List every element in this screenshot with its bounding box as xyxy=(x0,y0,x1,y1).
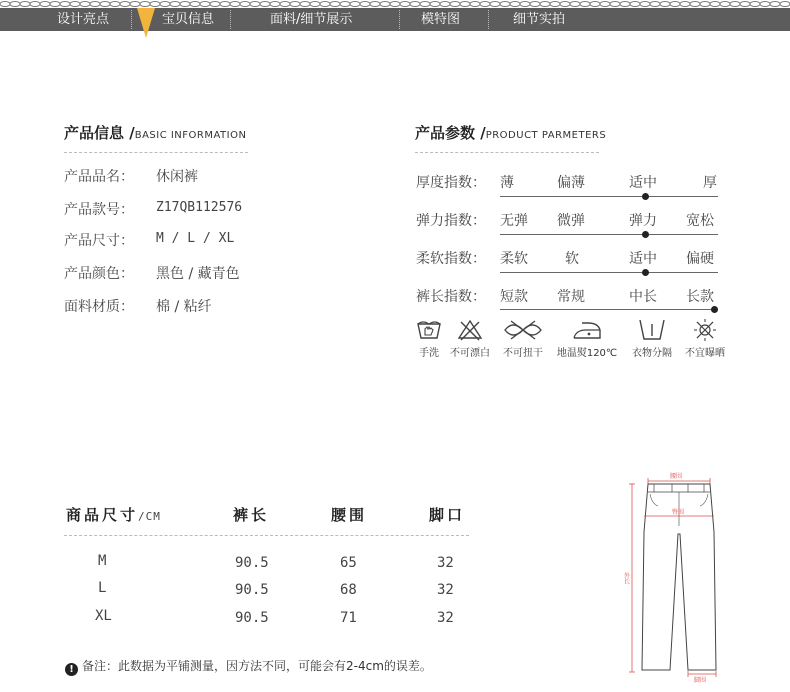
size-header-hem: 脚口 xyxy=(429,506,466,524)
param-indicator-dot xyxy=(642,193,649,200)
size-cell: 65 xyxy=(340,555,357,571)
size-cell: 32 xyxy=(437,610,454,626)
diagram-label-hip: 臀围 xyxy=(672,509,685,516)
param-option: 长款 xyxy=(686,289,714,305)
hand-wash-icon xyxy=(416,318,442,342)
tab-model-photos[interactable]: 模特图 xyxy=(421,12,461,27)
tab-divider xyxy=(399,10,400,29)
param-option: 偏硬 xyxy=(686,251,714,267)
tab-product-info[interactable]: 宝贝信息 xyxy=(162,12,215,27)
size-cell: 71 xyxy=(340,610,357,626)
param-option: 短款 xyxy=(500,289,528,305)
info-value-size: M / L / XL xyxy=(156,231,235,246)
diagram-label-waist: 腰围 xyxy=(670,473,683,480)
chain-border xyxy=(0,0,790,8)
size-table-title xyxy=(66,504,161,525)
tab-divider xyxy=(131,10,132,29)
tab-divider xyxy=(230,10,231,29)
info-value-material: 棉 / 粘纤 xyxy=(156,299,212,315)
tab-fabric-details[interactable]: 面料/细节展示 xyxy=(270,12,353,27)
product-info-title xyxy=(64,122,246,143)
no-bleach-icon xyxy=(457,318,483,342)
care-hand-wash xyxy=(414,318,444,359)
param-option: 偏薄 xyxy=(557,175,585,191)
care-no-sun-dry xyxy=(680,318,730,359)
info-label-style-no: 产品款号： xyxy=(64,202,134,218)
size-header-waist: 腰围 xyxy=(331,506,368,524)
active-tab-arrow xyxy=(137,8,155,38)
size-cell: 90.5 xyxy=(235,610,269,626)
param-option: 宽松 xyxy=(686,213,714,229)
param-option: 软 xyxy=(565,251,579,267)
param-scale-line xyxy=(500,234,718,235)
product-info-title-cn: 产品信息 / xyxy=(64,124,135,142)
care-no-bleach xyxy=(447,318,493,359)
tab-detail-photos[interactable]: 细节实拍 xyxy=(513,12,566,27)
divider xyxy=(64,535,469,536)
product-params-title xyxy=(415,122,606,143)
warning-icon: ! xyxy=(65,663,78,676)
param-option: 弹力 xyxy=(629,213,657,229)
param-scale-line xyxy=(500,272,718,273)
tab-design-highlights[interactable]: 设计亮点 xyxy=(57,12,110,27)
param-option: 薄 xyxy=(500,175,514,191)
param-option: 厚 xyxy=(703,175,717,191)
param-option: 适中 xyxy=(629,175,657,191)
size-cell: 90.5 xyxy=(235,555,269,571)
param-scale-line xyxy=(500,196,718,197)
care-label: 手洗 xyxy=(419,348,439,359)
care-label: 不可漂白 xyxy=(450,348,490,359)
param-option: 适中 xyxy=(629,251,657,267)
care-label: 不宜曝晒 xyxy=(685,348,725,359)
diagram-label-length: 外长 xyxy=(622,572,630,584)
product-params-title-cn: 产品参数 / xyxy=(415,124,486,142)
size-header-length: 裤长 xyxy=(233,506,270,524)
top-nav-bar xyxy=(0,0,790,31)
care-iron-low xyxy=(556,318,618,359)
size-cell: L xyxy=(98,580,107,596)
param-option: 常规 xyxy=(557,289,585,305)
param-label-thickness: 厚度指数： xyxy=(416,175,486,191)
measurement-note xyxy=(65,657,432,676)
no-wring-icon xyxy=(503,318,543,342)
size-table-unit: /CM xyxy=(138,510,161,523)
size-cell: 68 xyxy=(340,582,357,598)
info-label-name: 产品品名： xyxy=(64,169,134,185)
size-cell: 32 xyxy=(437,582,454,598)
tab-divider xyxy=(488,10,489,29)
info-value-style-no: Z17QB112576 xyxy=(156,200,243,215)
param-scale-line xyxy=(500,309,718,310)
param-indicator-dot xyxy=(642,231,649,238)
divider xyxy=(64,152,248,153)
param-option: 柔软 xyxy=(500,251,528,267)
param-indicator-dot xyxy=(642,269,649,276)
size-table-title-cn: 商品尺寸 xyxy=(66,506,139,524)
wash-separately-icon xyxy=(637,318,667,342)
param-option: 无弹 xyxy=(500,213,528,229)
care-label: 地温熨120℃ xyxy=(556,348,618,359)
care-label: 衣物分隔 xyxy=(632,348,672,359)
info-value-name: 休闲裤 xyxy=(156,169,198,185)
product-info-title-en: BASIC INFORMATION xyxy=(134,130,247,141)
info-label-material: 面料材质： xyxy=(64,299,134,315)
size-cell: M xyxy=(98,553,107,569)
param-option: 微弹 xyxy=(557,213,585,229)
note-text: 备注：此数据为平铺测量，因方法不同，可能会有2-4cm的误差。 xyxy=(82,659,432,673)
care-label: 不可扭干 xyxy=(503,348,543,359)
care-no-wring xyxy=(500,318,546,359)
divider xyxy=(415,152,599,153)
param-label-softness: 柔软指数： xyxy=(416,251,486,267)
nav-strip xyxy=(0,8,790,31)
iron-low-icon xyxy=(570,318,604,342)
size-cell: 90.5 xyxy=(235,582,269,598)
diagram-label-hem: 脚围 xyxy=(694,677,707,684)
care-wash-separately xyxy=(626,318,678,359)
param-label-elasticity: 弹力指数： xyxy=(416,213,486,229)
product-params-title-en: PRODUCT PARMETERS xyxy=(485,130,607,141)
pants-measurement-diagram xyxy=(622,472,730,684)
param-label-length: 裤长指数： xyxy=(416,289,486,305)
pants-outline-illustration xyxy=(622,472,730,684)
size-cell: 32 xyxy=(437,555,454,571)
param-option: 中长 xyxy=(629,289,657,305)
info-label-size: 产品尺寸： xyxy=(64,233,134,249)
no-sun-dry-icon xyxy=(692,318,718,342)
info-label-color: 产品颜色： xyxy=(64,266,134,282)
param-indicator-dot xyxy=(711,306,718,313)
info-value-color: 黑色 / 藏青色 xyxy=(156,266,240,282)
size-cell: XL xyxy=(95,608,112,624)
